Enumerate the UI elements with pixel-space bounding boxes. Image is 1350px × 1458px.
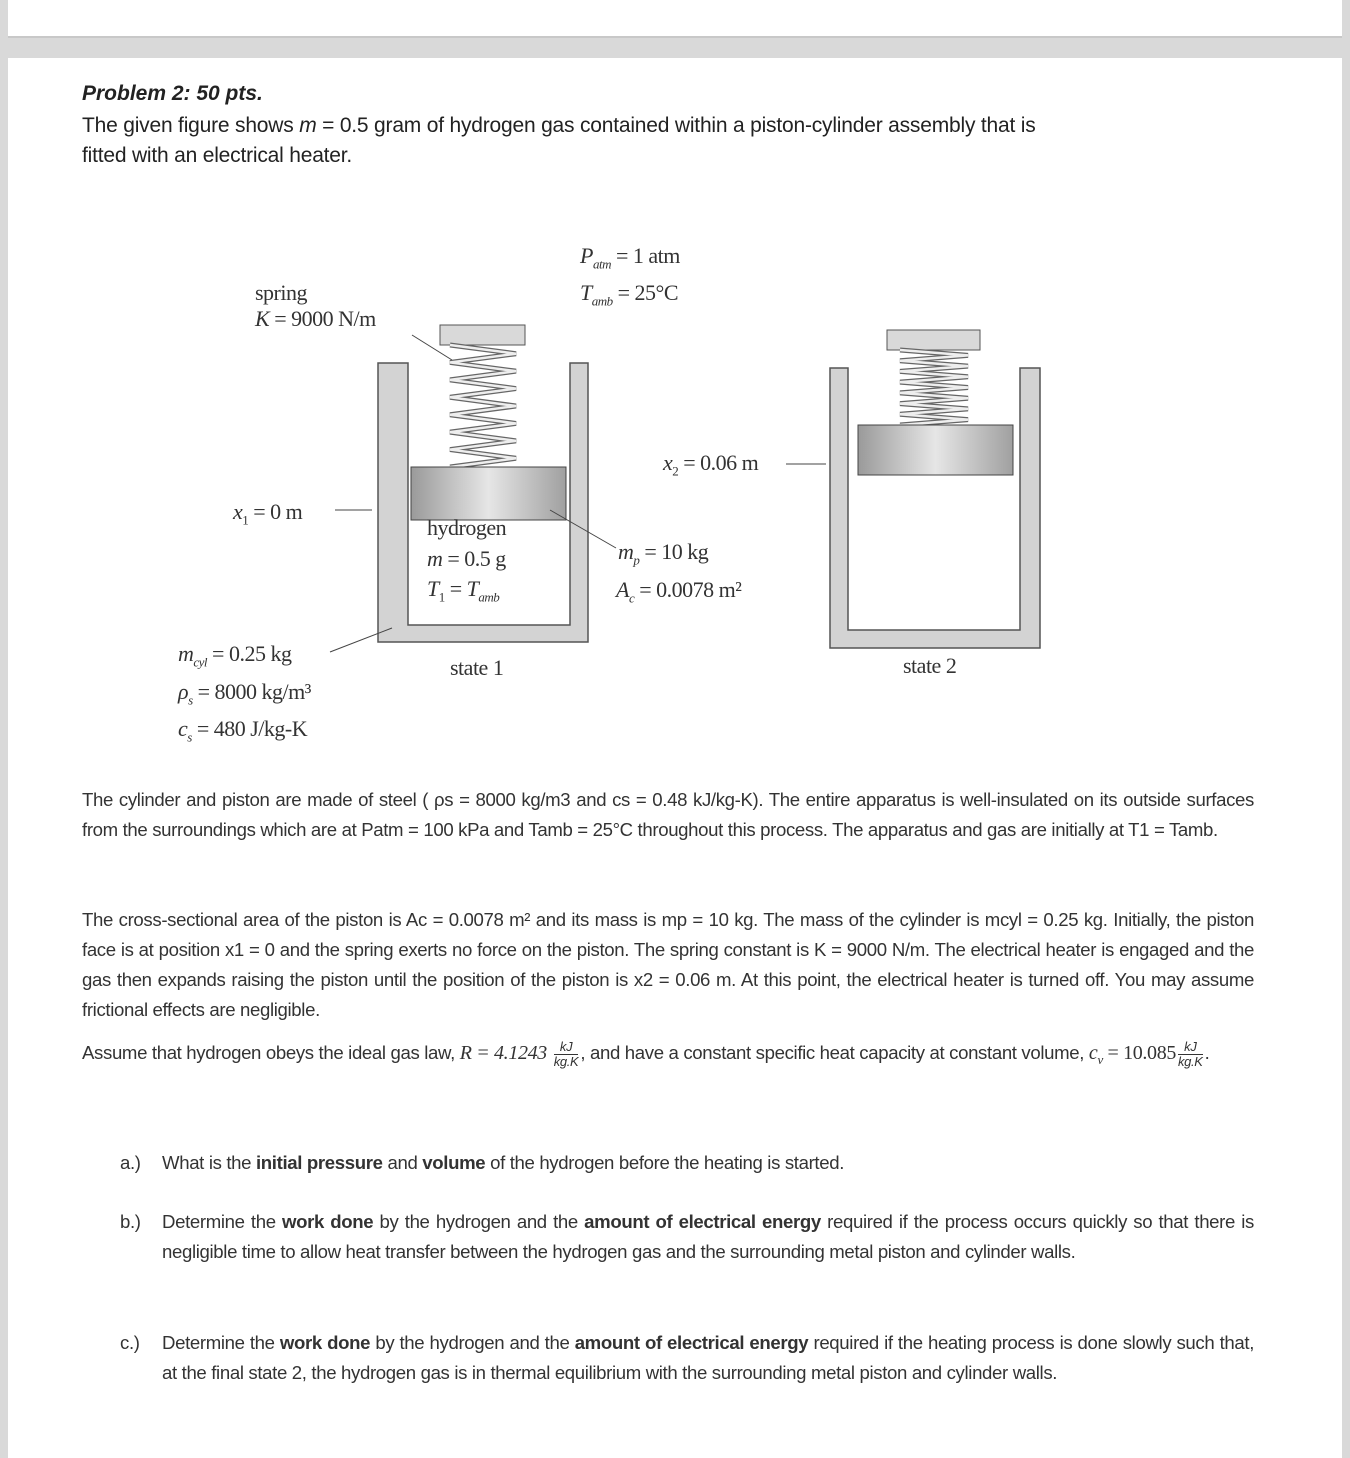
gas-constant: R = 4.1243 (459, 1042, 547, 1064)
text: Assume that hydrogen obeys the ideal gas law, (82, 1042, 460, 1063)
unit-fraction: $\frac{kJ}{kg.K}$ (553, 1038, 579, 1069)
spring-constant-label: K = 9000 N/m (255, 306, 376, 331)
problem-title: Problem 2: 50 pts. (82, 82, 263, 105)
question-b: b.) Determine the work done by the hydrogen and the amount of electrical energy required if the process occurs quickly so that there is negligible time to allow heat transfer between the hydrogen gas and the surrounding metal piston and cylinder walls. (120, 1211, 1255, 1262)
spring-mount-1 (440, 325, 525, 345)
x1-label: $x_1 = 0$ m (233, 499, 303, 528)
paragraph-gas-properties: Assume that hydrogen obeys the ideal gas law, R = 4.1243 $\frac{kJ}{kg.K}$ , and have a constant specific heat capacity at constant volume, $c_v = 10.085$ $\frac{kJ}{kg.K}$ . (82, 1038, 1210, 1069)
cv-value: $c_v = 10.085$ (1088, 1042, 1177, 1067)
patm-label: $P_{atm} = 1$ atm (580, 243, 680, 272)
piston-mass-label: $m_p = 10$ kg (618, 539, 709, 568)
paragraph-process: The cross-sectional area of the piston is Ac = 0.0078 m² and its mass is mp = 10 kg. The mass of the cylinder is mcyl = 0.25 kg. Initially, the piston face is at position x1 = 0 and the spring exerts no force on the piston. The spring constant is K = 9000 N/m. The electrical heater is engaged and the gas then expands raising the piston until the position of the piston is x2 = 0.06 m. At this point, the electrical heater is turned off. You may assume frictional effects are negligible. (82, 909, 1254, 1020)
gas-mass-label: m = 0.5 g (427, 546, 506, 571)
x2-label: $x_2 = 0.06$ m (663, 450, 759, 479)
paragraph-materials: The cylinder and piston are made of steel ( ρs = 8000 kg/m3 and cs = 0.48 kJ/kg-K). The entire apparatus is well-insulated on its outside surfaces from the surroundings which are at Patm = 100 kPa and Tamb = 25°C throughout this process. The apparatus and gas are initially at T1 = Tamb. (82, 789, 1254, 840)
gas-label: hydrogen (427, 515, 507, 540)
piston-state-2 (858, 425, 1013, 475)
intro-text: The given figure shows (82, 114, 300, 137)
state-1-label: state 1 (450, 655, 504, 680)
question-a: a.) What is the initial pressure and volume of the hydrogen before the heating is started. (120, 1152, 845, 1173)
unit-fraction: $\frac{kJ}{kg.K}$ (1178, 1038, 1203, 1069)
tamb-label: $T_{amb} = 25^\circ C$ (580, 280, 679, 309)
question-c: c.) Determine the work done by the hydrogen and the amount of electrical energy required if the heating process is done slowly such that, at the final state 2, the hydrogen gas is in thermal equilibrium with the surrounding metal piston and cylinder walls. (120, 1332, 1255, 1383)
intro-text-2: = 0.5 gram of hydrogen gas contained within a piston-cylinder assembly that is fitted with an electrical heater. (82, 114, 1036, 167)
text: , and have a constant specific heat capacity at constant volume, (580, 1042, 1089, 1063)
spring-2 (900, 350, 968, 425)
spring-1 (450, 345, 516, 467)
intro-mass-symbol: m (299, 114, 317, 137)
steel-specific-heat-label: $c_s = 480$ J/kg-K (178, 716, 308, 745)
cylinder-mass-label: $m_{cyl} = 0.25$ kg (178, 641, 292, 670)
steel-density-label: $\rho_s = 8000$ kg/m³ (178, 679, 311, 708)
spring-label: spring (255, 280, 307, 305)
gas-temp-label: $T_1 = T_{amb}$ (427, 576, 500, 605)
piston-area-label: $A_c = 0.0078$ m² (616, 577, 742, 606)
state-2-label: state 2 (903, 653, 957, 678)
piston-state-1 (411, 467, 566, 520)
spring-mount-2 (887, 330, 980, 350)
